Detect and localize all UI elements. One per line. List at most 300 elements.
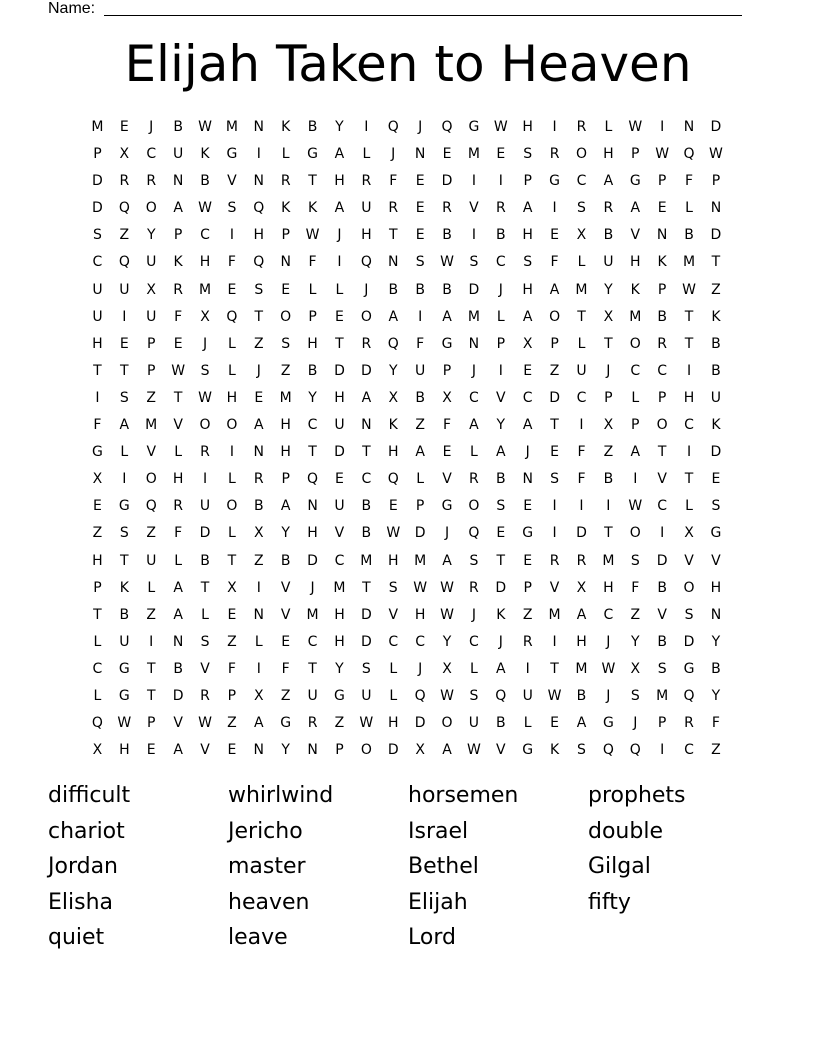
- grid-letter: D: [92, 173, 103, 190]
- grid-letter: Z: [146, 525, 157, 542]
- grid-letter: P: [281, 227, 290, 244]
- word-list-item: Jericho: [228, 818, 303, 844]
- grid-letter: E: [550, 227, 560, 244]
- grid-letter: L: [227, 525, 236, 542]
- grid-letter: M: [467, 146, 480, 163]
- grid-letter: D: [656, 552, 668, 569]
- grid-letter: O: [199, 417, 211, 434]
- grid-letter: A: [415, 444, 425, 461]
- grid-letter: V: [711, 552, 721, 569]
- grid-letter: Y: [335, 660, 344, 677]
- grid-letter: U: [415, 362, 426, 379]
- grid-letter: S: [469, 552, 479, 569]
- grid-letter: B: [657, 308, 667, 325]
- grid-letter: Q: [441, 119, 453, 135]
- grid-letter: T: [684, 335, 694, 352]
- grid-letter: I: [471, 227, 476, 244]
- grid-letter: Z: [146, 606, 157, 623]
- grid-letter: W: [117, 715, 132, 732]
- grid-letter: E: [523, 362, 533, 379]
- grid-letter: T: [146, 660, 156, 677]
- grid-letter: D: [549, 389, 560, 406]
- grid-letter: U: [334, 498, 345, 515]
- grid-letter: G: [468, 119, 480, 135]
- grid-letter: K: [173, 254, 183, 271]
- grid-letter: H: [199, 254, 211, 271]
- grid-letter: T: [550, 417, 559, 434]
- grid-letter: H: [522, 119, 533, 135]
- grid-letter: Z: [549, 362, 560, 379]
- grid-letter: D: [441, 173, 453, 190]
- grid-letter: B: [253, 498, 264, 515]
- grid-letter: J: [606, 633, 611, 650]
- grid-letter: I: [122, 308, 127, 325]
- grid-letter: X: [603, 417, 614, 434]
- grid-letter: L: [389, 687, 398, 704]
- grid-letter: G: [307, 146, 318, 163]
- grid-letter: B: [388, 281, 399, 298]
- grid-letter: V: [630, 227, 641, 244]
- grid-letter: M: [91, 119, 104, 135]
- grid-letter: L: [335, 281, 344, 298]
- grid-letter: A: [603, 173, 614, 190]
- grid-letter: D: [307, 552, 318, 569]
- grid-letter: Y: [442, 633, 452, 650]
- grid-letter: E: [281, 633, 291, 650]
- grid-letter: B: [307, 119, 318, 135]
- grid-letter: A: [576, 715, 587, 732]
- grid-letter: N: [253, 173, 265, 190]
- grid-letter: U: [119, 633, 130, 650]
- grid-letter: Z: [603, 444, 614, 461]
- grid-letter: E: [550, 444, 560, 461]
- grid-letter: B: [307, 362, 318, 379]
- grid-letter: C: [657, 498, 668, 515]
- grid-letter: D: [387, 742, 399, 759]
- word-list-item: whirlwind: [228, 783, 334, 808]
- grid-letter: F: [711, 715, 720, 732]
- grid-letter: J: [444, 525, 450, 542]
- grid-letter: G: [629, 173, 641, 190]
- grid-letter: E: [227, 281, 237, 298]
- grid-letter: S: [200, 633, 210, 650]
- grid-letter: R: [173, 498, 183, 515]
- grid-letter: K: [281, 200, 291, 217]
- grid-letter: C: [200, 227, 210, 244]
- grid-letter: R: [576, 119, 587, 135]
- grid-letter: P: [147, 362, 156, 379]
- grid-letter: Q: [629, 742, 641, 759]
- grid-letter: J: [418, 660, 423, 677]
- grid-letter: S: [388, 579, 398, 596]
- grid-letter: S: [200, 362, 210, 379]
- grid-letter: B: [173, 660, 183, 677]
- grid-letter: S: [523, 146, 533, 163]
- grid-letter: Q: [387, 471, 399, 488]
- grid-letter: Z: [280, 687, 291, 704]
- grid-letter: G: [441, 335, 453, 352]
- word-list-item: Bethel: [408, 854, 479, 880]
- grid-letter: D: [334, 444, 345, 461]
- grid-letter: P: [93, 579, 102, 596]
- grid-letter: E: [93, 498, 102, 515]
- grid-letter: B: [361, 498, 372, 515]
- grid-letter: X: [442, 389, 452, 406]
- page-title: Elijah Taken to Heaven: [124, 35, 692, 93]
- grid-letter: Y: [281, 525, 290, 542]
- grid-letter: C: [307, 417, 318, 434]
- grid-letter: E: [442, 146, 452, 163]
- grid-letter: P: [415, 498, 425, 515]
- grid-letter: B: [415, 389, 425, 406]
- grid-letter: P: [308, 308, 317, 325]
- grid-letter: S: [657, 660, 667, 677]
- grid-letter: W: [198, 119, 212, 135]
- grid-letter: N: [522, 471, 533, 488]
- word-list-item: Lord: [408, 925, 456, 951]
- grid-letter: W: [198, 389, 212, 406]
- grid-letter: T: [308, 173, 317, 190]
- grid-letter: A: [442, 552, 452, 569]
- grid-letter: Z: [253, 335, 264, 352]
- grid-letter: C: [630, 362, 641, 379]
- grid-letter: Q: [387, 119, 399, 135]
- grid-letter: B: [200, 173, 210, 190]
- grid-letter: B: [442, 227, 452, 244]
- grid-letter: G: [710, 525, 722, 542]
- grid-letter: P: [631, 417, 640, 434]
- grid-letter: W: [359, 715, 374, 732]
- name-line[interactable]: [104, 15, 742, 16]
- grid-letter: G: [683, 660, 695, 677]
- grid-letter: M: [145, 417, 158, 434]
- grid-letter: K: [711, 308, 721, 325]
- grid-letter: X: [415, 742, 425, 759]
- grid-letter: W: [440, 687, 454, 704]
- grid-letter: E: [415, 227, 425, 244]
- grid-letter: E: [146, 742, 156, 759]
- grid-letter: P: [442, 362, 452, 379]
- grid-letter: Y: [630, 633, 640, 650]
- grid-letter: A: [173, 606, 183, 623]
- grid-letter: I: [525, 660, 530, 677]
- grid-letter: V: [496, 742, 506, 759]
- grid-letter: R: [146, 173, 157, 190]
- grid-letter: J: [498, 633, 503, 650]
- grid-letter: C: [603, 606, 614, 623]
- grid-letter: Q: [253, 254, 265, 271]
- grid-letter: W: [628, 119, 643, 135]
- letter-grid: [84, 114, 729, 764]
- grid-letter: C: [684, 417, 694, 434]
- grid-letter: B: [657, 633, 667, 650]
- grid-letter: P: [173, 227, 183, 244]
- grid-letter: H: [387, 715, 399, 732]
- grid-letter: D: [92, 200, 103, 217]
- grid-letter: I: [149, 633, 154, 650]
- grid-letter: G: [92, 444, 103, 461]
- grid-letter: R: [442, 200, 452, 217]
- grid-letter: D: [576, 525, 587, 542]
- grid-letter: E: [173, 335, 183, 352]
- grid-letter: W: [171, 362, 186, 379]
- grid-letter: I: [660, 742, 665, 759]
- grid-letter: S: [119, 525, 129, 542]
- grid-letter: W: [709, 146, 723, 163]
- grid-letter: X: [227, 579, 237, 596]
- word-list-item: master: [228, 854, 306, 880]
- grid-letter: S: [227, 200, 237, 217]
- grid-letter: R: [549, 552, 560, 569]
- grid-letter: M: [575, 660, 588, 677]
- grid-letter: P: [604, 389, 613, 406]
- grid-letter: L: [362, 146, 371, 163]
- grid-letter: R: [388, 200, 399, 217]
- grid-letter: A: [361, 389, 372, 406]
- grid-letter: R: [200, 444, 210, 461]
- grid-letter: H: [334, 606, 345, 623]
- grid-letter: E: [388, 498, 398, 515]
- grid-letter: M: [467, 308, 480, 325]
- grid-letter: N: [710, 200, 722, 217]
- grid-letter: L: [227, 471, 236, 488]
- grid-letter: N: [253, 742, 265, 759]
- grid-letter: W: [440, 579, 454, 596]
- grid-letter: P: [657, 173, 667, 190]
- grid-letter: A: [388, 308, 399, 325]
- grid-letter: T: [200, 579, 210, 596]
- word-list-item: Jordan: [48, 854, 118, 880]
- grid-letter: L: [227, 335, 236, 352]
- grid-letter: I: [202, 471, 208, 488]
- grid-letter: L: [120, 444, 129, 461]
- grid-letter: K: [630, 281, 640, 298]
- grid-letter: L: [604, 119, 613, 135]
- grid-letter: O: [145, 200, 157, 217]
- grid-letter: I: [498, 362, 503, 379]
- grid-letter: Q: [91, 715, 103, 732]
- grid-letter: S: [550, 471, 560, 488]
- grid-letter: S: [523, 254, 533, 271]
- grid-letter: D: [360, 362, 372, 379]
- grid-letter: T: [335, 335, 344, 352]
- grid-letter: N: [710, 606, 722, 623]
- grid-letter: E: [254, 389, 264, 406]
- grid-letter: K: [657, 254, 667, 271]
- grid-letter: F: [631, 579, 640, 596]
- grid-letter: H: [226, 389, 238, 406]
- grid-letter: H: [361, 227, 372, 244]
- grid-letter: T: [173, 389, 183, 406]
- grid-letter: Z: [253, 552, 264, 569]
- grid-letter: G: [522, 525, 534, 542]
- grid-letter: J: [633, 715, 638, 732]
- grid-letter: V: [657, 471, 667, 488]
- grid-letter: M: [279, 389, 292, 406]
- grid-letter: D: [414, 715, 426, 732]
- grid-letter: Y: [388, 362, 398, 379]
- grid-letter: C: [495, 254, 506, 271]
- grid-letter: R: [280, 173, 291, 190]
- grid-letter: N: [656, 227, 668, 244]
- grid-letter: U: [361, 200, 372, 217]
- grid-letter: X: [630, 660, 641, 677]
- grid-letter: S: [577, 200, 586, 217]
- grid-letter: P: [657, 715, 667, 732]
- grid-letter: I: [229, 444, 234, 461]
- grid-letter: A: [496, 660, 506, 677]
- grid-letter: K: [200, 146, 210, 163]
- grid-letter: H: [710, 579, 722, 596]
- grid-letter: A: [254, 715, 264, 732]
- grid-letter: S: [711, 498, 721, 515]
- grid-letter: L: [685, 200, 693, 217]
- grid-letter: E: [415, 173, 425, 190]
- grid-letter: Q: [387, 335, 399, 352]
- grid-letter: I: [256, 579, 261, 596]
- grid-letter: X: [253, 687, 264, 704]
- word-list-item: fifty: [588, 889, 631, 915]
- grid-letter: R: [173, 281, 183, 298]
- grid-letter: E: [657, 200, 667, 217]
- grid-letter: X: [522, 335, 533, 352]
- grid-letter: P: [657, 281, 667, 298]
- grid-letter: H: [119, 742, 130, 759]
- grid-letter: D: [172, 687, 184, 704]
- grid-letter: E: [227, 742, 237, 759]
- grid-letter: A: [334, 146, 345, 163]
- grid-letter: B: [711, 660, 721, 677]
- grid-letter: D: [710, 444, 722, 461]
- grid-letter: X: [576, 227, 587, 244]
- grid-letter: T: [604, 525, 613, 542]
- grid-letter: T: [496, 552, 506, 569]
- grid-letter: U: [334, 417, 345, 434]
- grid-letter: H: [576, 633, 587, 650]
- grid-letter: U: [361, 687, 372, 704]
- grid-letter: J: [310, 579, 315, 596]
- grid-letter: V: [146, 444, 157, 461]
- grid-letter: V: [469, 200, 479, 217]
- grid-letter: G: [441, 498, 453, 515]
- grid-letter: H: [334, 173, 345, 190]
- grid-letter: I: [686, 362, 692, 379]
- grid-letter: S: [496, 498, 506, 515]
- grid-letter: N: [172, 173, 184, 190]
- grid-letter: H: [414, 606, 426, 623]
- grid-letter: Q: [145, 498, 157, 515]
- grid-letter: F: [685, 173, 694, 190]
- grid-letter: T: [604, 335, 613, 352]
- grid-letter: F: [389, 173, 398, 190]
- grid-letter: L: [201, 606, 209, 623]
- grid-letter: I: [498, 173, 503, 190]
- grid-letter: W: [198, 715, 212, 732]
- grid-letter: T: [362, 579, 371, 596]
- grid-letter: H: [280, 444, 291, 461]
- grid-letter: S: [93, 227, 102, 244]
- grid-letter: F: [281, 660, 290, 677]
- grid-letter: U: [710, 389, 722, 406]
- grid-letter: E: [711, 471, 721, 488]
- grid-letter: I: [579, 417, 584, 434]
- grid-letter: J: [418, 119, 423, 135]
- grid-letter: M: [306, 606, 319, 623]
- grid-letter: J: [256, 362, 261, 379]
- grid-letter: X: [92, 742, 103, 759]
- grid-letter: B: [361, 525, 372, 542]
- grid-letter: E: [227, 606, 237, 623]
- grid-letter: G: [118, 687, 130, 704]
- grid-letter: L: [389, 660, 398, 677]
- grid-letter: S: [577, 742, 586, 759]
- grid-letter: O: [226, 498, 238, 515]
- word-list-item: Israel: [408, 818, 469, 844]
- grid-letter: X: [576, 579, 587, 596]
- grid-letter: U: [576, 362, 587, 379]
- grid-letter: T: [550, 660, 559, 677]
- grid-letter: L: [685, 498, 693, 515]
- grid-letter: G: [226, 146, 238, 163]
- grid-letter: O: [468, 498, 480, 515]
- grid-letter: J: [525, 444, 530, 461]
- grid-letter: F: [416, 335, 425, 352]
- grid-letter: O: [549, 308, 561, 325]
- grid-letter: A: [442, 308, 452, 325]
- grid-letter: J: [391, 146, 396, 163]
- grid-letter: C: [415, 633, 426, 650]
- grid-letter: A: [522, 417, 533, 434]
- grid-letter: I: [552, 200, 557, 217]
- grid-letter: Q: [683, 146, 695, 163]
- grid-letter: R: [495, 200, 506, 217]
- grid-letter: O: [441, 715, 453, 732]
- grid-letter: Q: [495, 687, 507, 704]
- grid-letter: L: [227, 362, 236, 379]
- grid-letter: L: [254, 633, 263, 650]
- grid-letter: B: [119, 606, 130, 623]
- grid-letter: N: [683, 119, 695, 135]
- grid-letter: U: [92, 281, 103, 298]
- grid-letter: T: [93, 362, 102, 379]
- grid-letter: F: [550, 254, 559, 271]
- grid-letter: T: [388, 227, 398, 244]
- grid-letter: W: [198, 200, 212, 217]
- grid-letter: W: [413, 579, 428, 596]
- grid-letter: U: [522, 687, 533, 704]
- grid-letter: Z: [415, 417, 425, 434]
- grid-letter: C: [334, 552, 345, 569]
- grid-letter: I: [418, 308, 423, 325]
- grid-letter: V: [549, 579, 560, 596]
- grid-letter: H: [683, 389, 695, 406]
- grid-letter: C: [576, 173, 587, 190]
- grid-letter: Q: [118, 200, 130, 217]
- grid-letter: H: [253, 227, 265, 244]
- grid-letter: B: [603, 471, 614, 488]
- grid-letter: F: [227, 660, 236, 677]
- grid-letter: C: [522, 389, 533, 406]
- grid-letter: H: [387, 552, 399, 569]
- grid-letter: R: [361, 173, 372, 190]
- grid-letter: D: [360, 606, 372, 623]
- grid-letter: T: [684, 308, 694, 325]
- grid-letter: Q: [360, 254, 372, 271]
- grid-letter: R: [119, 173, 130, 190]
- grid-letter: A: [576, 606, 587, 623]
- grid-letter: D: [495, 579, 507, 596]
- grid-letter: T: [657, 444, 667, 461]
